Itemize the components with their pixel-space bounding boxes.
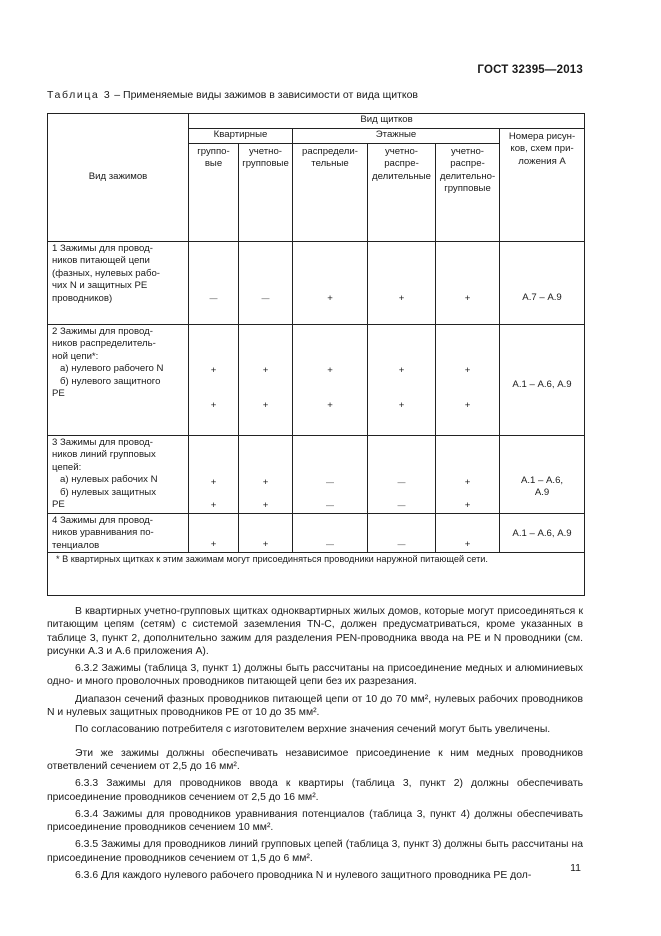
table-footnote: * В квартирных щитках к этим зажимам могут присоединяться проводники наружной питающей сети. <box>48 553 585 596</box>
header-clamp-type: Вид зажимов <box>48 114 189 242</box>
standard-header: ГОСТ 32395—2013 <box>477 64 583 76</box>
mark: + <box>262 477 269 488</box>
mark: — <box>397 540 406 549</box>
mark: + <box>327 293 333 304</box>
table-caption <box>47 89 418 101</box>
paragraph: Эти же зажимы должны обеспечивать независимое присоединение к ним медных проводников ответвлений сечением от 2,5 до 16 мм². <box>47 747 583 772</box>
page-number: 11 <box>570 862 581 874</box>
figures-ref: А.1 – А.6, А.9 <box>512 379 572 390</box>
table-row <box>48 325 585 436</box>
mark: + <box>327 365 333 376</box>
mark: — <box>326 478 334 487</box>
mark: + <box>262 400 269 411</box>
paragraph: 6.3.5 Зажимы для проводников линий групповых цепей (таблица 3, пункт 3) должны быть рассчитаны на присоединение проводников сечением от 1,5 до 6 мм². <box>47 839 583 864</box>
mark: — <box>209 294 218 303</box>
row-2-label: 2 Зажимы для провод- ников распределитель- ной цепи*: а) нулевого рабочего N б) нулевого защитного PE <box>48 325 189 436</box>
header-figures: Номера рисун-ков, схем при-ложения А <box>500 129 585 242</box>
body-text <box>47 605 583 882</box>
mark: + <box>210 400 217 411</box>
mark: + <box>464 365 471 376</box>
figures-ref: А.1 – А.6, А.9 <box>512 528 572 539</box>
mark: + <box>464 293 471 304</box>
mark: + <box>210 500 217 511</box>
mark: + <box>464 477 471 488</box>
mark: — <box>261 294 270 303</box>
header-meter-distribution: учетно-распределительные <box>368 144 436 242</box>
mark: — <box>397 478 406 487</box>
paragraph: 6.3.2 Зажимы (таблица 3, пункт 1) должны быть рассчитаны на присоединение медных и алюминиевых одно- и много проволочных проводников питающей цепи без их разрезания. <box>47 663 583 688</box>
clamp-types-table <box>47 113 585 596</box>
table-row <box>48 242 585 325</box>
header-meter-group: учетно-групповые <box>239 144 293 242</box>
paragraph: 6.3.6 Для каждого нулевого рабочего проводника N и нулевого защитного проводника PE дол- <box>75 870 532 882</box>
paragraph: Диапазон сечений фазных проводников питающей цепи от 10 до 70 мм², нулевых рабочих проводников N и нулевых защитных проводников PE от 10 до 35 мм². <box>47 693 583 719</box>
mark: + <box>210 539 217 550</box>
paragraph: По согласованию потребителя с изготовителем верхние значения сечений могут быть увеличены. <box>75 724 551 736</box>
mark: + <box>398 400 405 411</box>
figures-ref: А.1 – А.6, А.9 <box>520 475 564 499</box>
mark: + <box>398 365 405 376</box>
header-group: групповые <box>189 144 239 242</box>
table-caption-title: Применяемые виды зажимов в зависимости от вида щитков <box>123 89 419 101</box>
mark: + <box>210 365 217 376</box>
table-row <box>48 514 585 553</box>
row-3-label: 3 Зажимы для провод- ников линий групповых цепей: а) нулевых рабочих N б) нулевых защитных PE <box>48 436 189 514</box>
paragraph: 6.3.3 Зажимы для проводников ввода к квартиры (таблица 3, пункт 2) должны обеспечивать присоединение проводников сечением от 2,5 до 16 мм². <box>47 778 583 803</box>
header-panel-type: Вид щитков <box>189 114 585 129</box>
paragraph: 6.3.4 Зажимы для проводников уравнивания потенциалов (таблица 3, пункт 4) должны обеспечивать присоединение проводников сечением 10 мм². <box>47 808 583 834</box>
mark: + <box>262 365 269 376</box>
mark: + <box>210 477 217 488</box>
mark: + <box>464 539 471 550</box>
mark: — <box>326 501 334 510</box>
header-distribution: распределительные <box>293 144 368 242</box>
mark: + <box>262 500 269 511</box>
row-4-label: 4 Зажимы для провод- ников уравнивания по- тенциалов <box>48 514 189 553</box>
mark: + <box>262 539 269 550</box>
mark: + <box>398 293 405 304</box>
table-caption-label: Таблица 3 <box>47 89 112 101</box>
mark: — <box>326 540 334 549</box>
row-1-label: 1 Зажимы для провод- ников питающей цепи (фазных, нулевых рабо- чих N и защитных PE проводников) <box>48 242 189 325</box>
table-row <box>48 436 585 514</box>
mark: + <box>464 500 471 511</box>
header-apartment: Квартирные <box>189 129 293 144</box>
header-meter-distribution-group: учетно-распределительно-групповые <box>436 144 500 242</box>
figures-ref: А.7 – А.9 <box>522 292 562 303</box>
paragraph: В квартирных учетно-групповых щитках одноквартирных жилых домов, которые могут присоединяться к питающим цепям (сетям) с системой заземления TN-C, должен предусматриваться, кроме указанных в таблице 3, пункт 2, дополнительно зажим для разделения PEN-проводника ввода на PE и N проводники (см. рисунки А.3 и А.6 приложения А). <box>47 606 583 657</box>
mark: — <box>397 501 406 510</box>
mark: + <box>464 400 471 411</box>
header-floor: Этажные <box>293 129 500 144</box>
mark: + <box>327 400 333 411</box>
table-caption-dash: – <box>114 89 121 101</box>
